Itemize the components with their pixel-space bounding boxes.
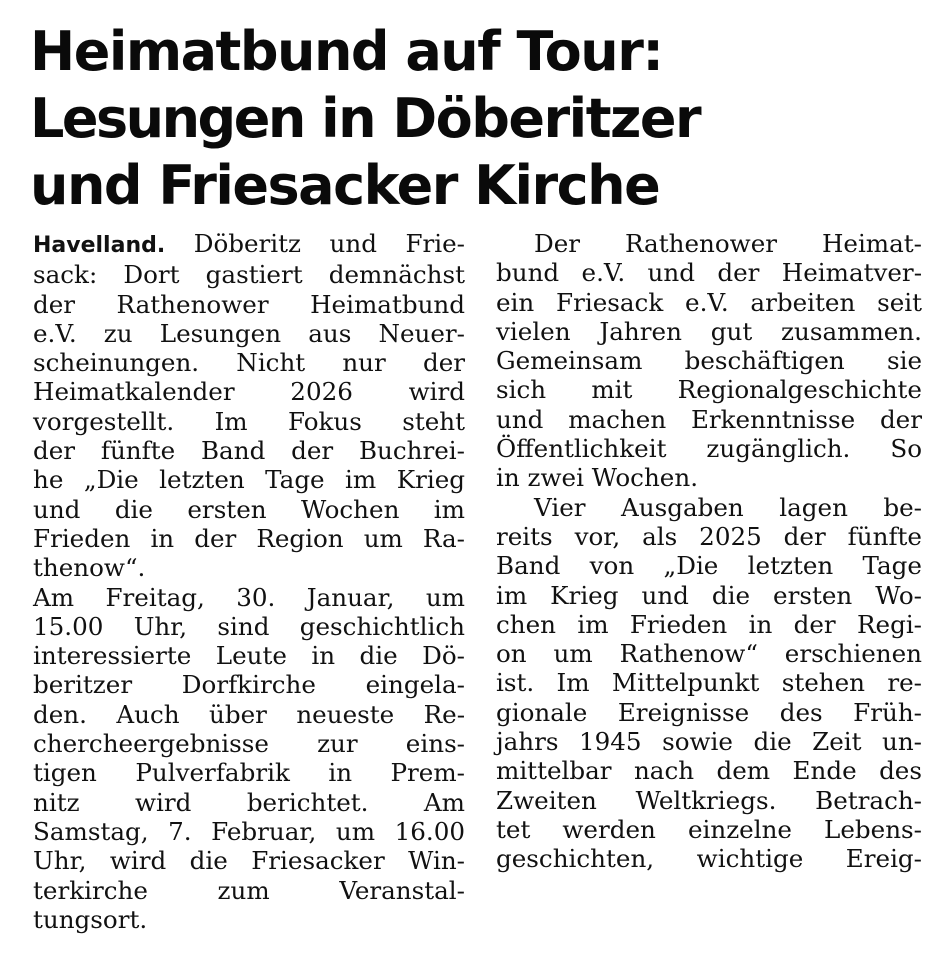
text-line: tungsort. bbox=[33, 904, 148, 934]
text-line: Öffentlichkeit zugänglich. So bbox=[496, 434, 922, 464]
text-line: sich mit Regionalgeschichte bbox=[496, 375, 922, 405]
text-line: und machen Erkenntnisse der bbox=[496, 404, 922, 434]
text-line: vielen Jahren gut zusammen. bbox=[496, 316, 922, 346]
text-line bbox=[33, 229, 465, 260]
text-line: sack: Dort gastiert demnächst bbox=[33, 260, 465, 290]
text-line: nitz wird berichtet. Am bbox=[33, 787, 465, 817]
text-line: der Rathenower Heimatbund bbox=[33, 289, 465, 319]
text-line: in zwei Wochen. bbox=[496, 463, 699, 493]
text-line: interessierte Leute in die Dö- bbox=[33, 641, 465, 671]
text-line: jahrs 1945 sowie die Zeit un- bbox=[496, 727, 922, 757]
text-line: terkirche zum Veranstal- bbox=[33, 875, 465, 905]
text-line: Am Freitag, 30. Januar, um bbox=[33, 582, 465, 612]
text-line: und die ersten Wochen im bbox=[33, 494, 465, 524]
text-line: mittelbar nach dem Ende des bbox=[496, 756, 922, 786]
text-line: ein Friesack e.V. arbeiten seit bbox=[496, 287, 922, 317]
text-line: tigen Pulverfabrik in Prem- bbox=[33, 758, 465, 788]
dateline: Havelland. bbox=[33, 233, 166, 258]
text-line: Band von „Die letzten Tage bbox=[496, 551, 922, 581]
text-line: Heimatkalender 2026 wird bbox=[33, 377, 465, 407]
text-line: beritzer Dorfkirche eingela- bbox=[33, 670, 465, 700]
headline-emphasis: Lesungen bbox=[30, 87, 304, 150]
text-line: tet werden einzelne Lebens- bbox=[496, 814, 922, 844]
text-line: bund e.V. und der Heimatver- bbox=[496, 258, 922, 288]
text-line: chercheergebnisse zur eins- bbox=[33, 729, 465, 759]
text-line: Uhr, wird die Friesacker Win- bbox=[33, 846, 465, 876]
text-line: thenow“. bbox=[33, 553, 146, 583]
headline-line-3: und Friesacker Kirche bbox=[30, 154, 660, 217]
text-line: Samstag, 7. Februar, um 16.00 bbox=[33, 816, 465, 846]
text-line: he „Die letzten Tage im Krieg bbox=[33, 465, 465, 495]
text-line: e.V. zu Lesungen aus Neuer- bbox=[33, 318, 465, 348]
text-line: Der Rathenower Heimat- bbox=[534, 229, 922, 258]
text-line: vorgestellt. Im Fokus steht bbox=[33, 406, 465, 436]
text-line: der fünfte Band der Buchrei- bbox=[33, 436, 465, 466]
headline-line-1: Heimatbund auf Tour: bbox=[30, 20, 663, 83]
headline-line-2-rest: in Döberitzer bbox=[303, 87, 701, 150]
text-line: ist. Im Mittelpunkt stehen re- bbox=[496, 668, 922, 698]
text-line: on um Rathenow“ erschienen bbox=[496, 639, 922, 669]
headline-line-2 bbox=[30, 85, 930, 152]
text-line: Vier Ausgaben lagen be- bbox=[534, 492, 922, 522]
text-line: gionale Ereignisse des Früh- bbox=[496, 697, 922, 727]
article-column-right bbox=[496, 229, 922, 874]
text-line: im Krieg und die ersten Wo- bbox=[496, 580, 922, 610]
text-line: chen im Frieden in der Regi- bbox=[496, 609, 922, 639]
text-line: den. Auch über neueste Re- bbox=[33, 699, 465, 729]
text-line: scheinungen. Nicht nur der bbox=[33, 348, 465, 378]
text-line: geschichten, wichtige Ereig- bbox=[496, 844, 922, 874]
text-line-rest: Döberitz und Frie- bbox=[165, 229, 465, 258]
text-line: 15.00 Uhr, sind geschichtlich bbox=[33, 611, 465, 641]
article-headline bbox=[30, 18, 930, 219]
article-column-left bbox=[33, 229, 465, 934]
text-line: reits vor, als 2025 der fünfte bbox=[496, 521, 922, 551]
text-line: Gemeinsam beschäftigen sie bbox=[496, 346, 922, 376]
text-line: Zweiten Weltkriegs. Betrach- bbox=[496, 785, 922, 815]
text-line: Frieden in der Region um Ra- bbox=[33, 523, 465, 553]
